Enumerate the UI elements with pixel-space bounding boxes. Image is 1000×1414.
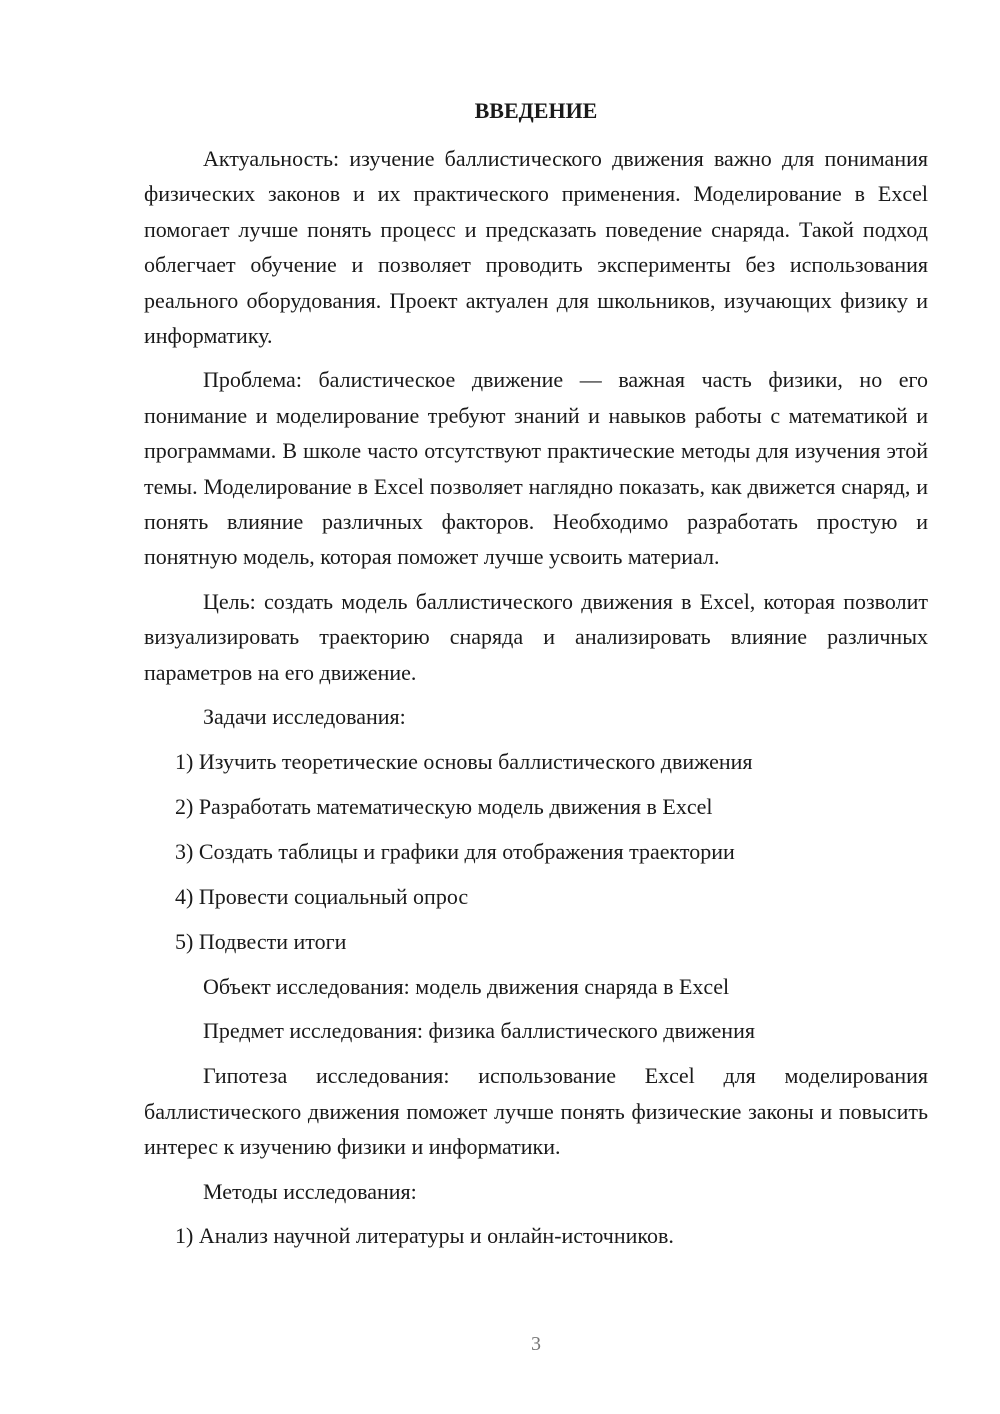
page-title: ВВЕДЕНИЕ (474, 98, 598, 123)
hypothesis-paragraph: Гипотеза исследования: использование Excel для моделирования баллистического движения поможет лучше понять физические законы и повысить интерес к изучению физики и информатики. (144, 1063, 928, 1160)
goal-paragraph: Цель: создать модель баллистического движения в Excel, которая позволит визуализировать траекторию снаряда и анализировать влияние различных параметров на его движение. (144, 588, 928, 685)
method-item: 1) Анализ научной литературы и онлайн-источников. (175, 1223, 674, 1249)
task-item: 5) Подвести итоги (175, 928, 347, 954)
relevance-paragraph: Актуальность: изучение баллистического движения важно для понимания физических законов и их практического применения. Моделирование в Excel помогает лучше понять процесс и предсказать поведение снаряда. Такой подход облегчает обучение и позволяет проводить эксперименты без использования реального оборудования. Проект актуален для школьников, изучающих физику и информатику. (144, 146, 928, 349)
methods-heading: Методы исследования: (203, 1178, 417, 1204)
page-number: 3 (531, 1333, 541, 1355)
document-page (144, 92, 928, 1263)
task-item: 4) Провести социальный опрос (175, 883, 469, 909)
problem-paragraph: Проблема: балистическое движение — важная часть физики, но его понимание и моделирование требуют знаний и навыков работы с математикой и программами. В школе часто отсутствуют практические методы для изучения этой темы. Моделирование в Excel позволяет наглядно показать, как движется снаряд, и понять влияние различных факторов. Необходимо разработать простую и понятную модель, которая поможет лучше усвоить материал. (144, 367, 928, 570)
research-subject: Предмет исследования: физика баллистического движения (203, 1018, 755, 1044)
task-item: 3) Создать таблицы и графики для отображения траектории (175, 838, 735, 864)
task-item: 1) Изучить теоретические основы баллистического движения (175, 749, 753, 774)
research-object: Объект исследования: модель движения снаряда в Excel (203, 973, 730, 999)
task-item: 2) Разработать математическую модель движения в Excel (175, 793, 713, 819)
tasks-heading: Задачи исследования: (203, 704, 406, 730)
